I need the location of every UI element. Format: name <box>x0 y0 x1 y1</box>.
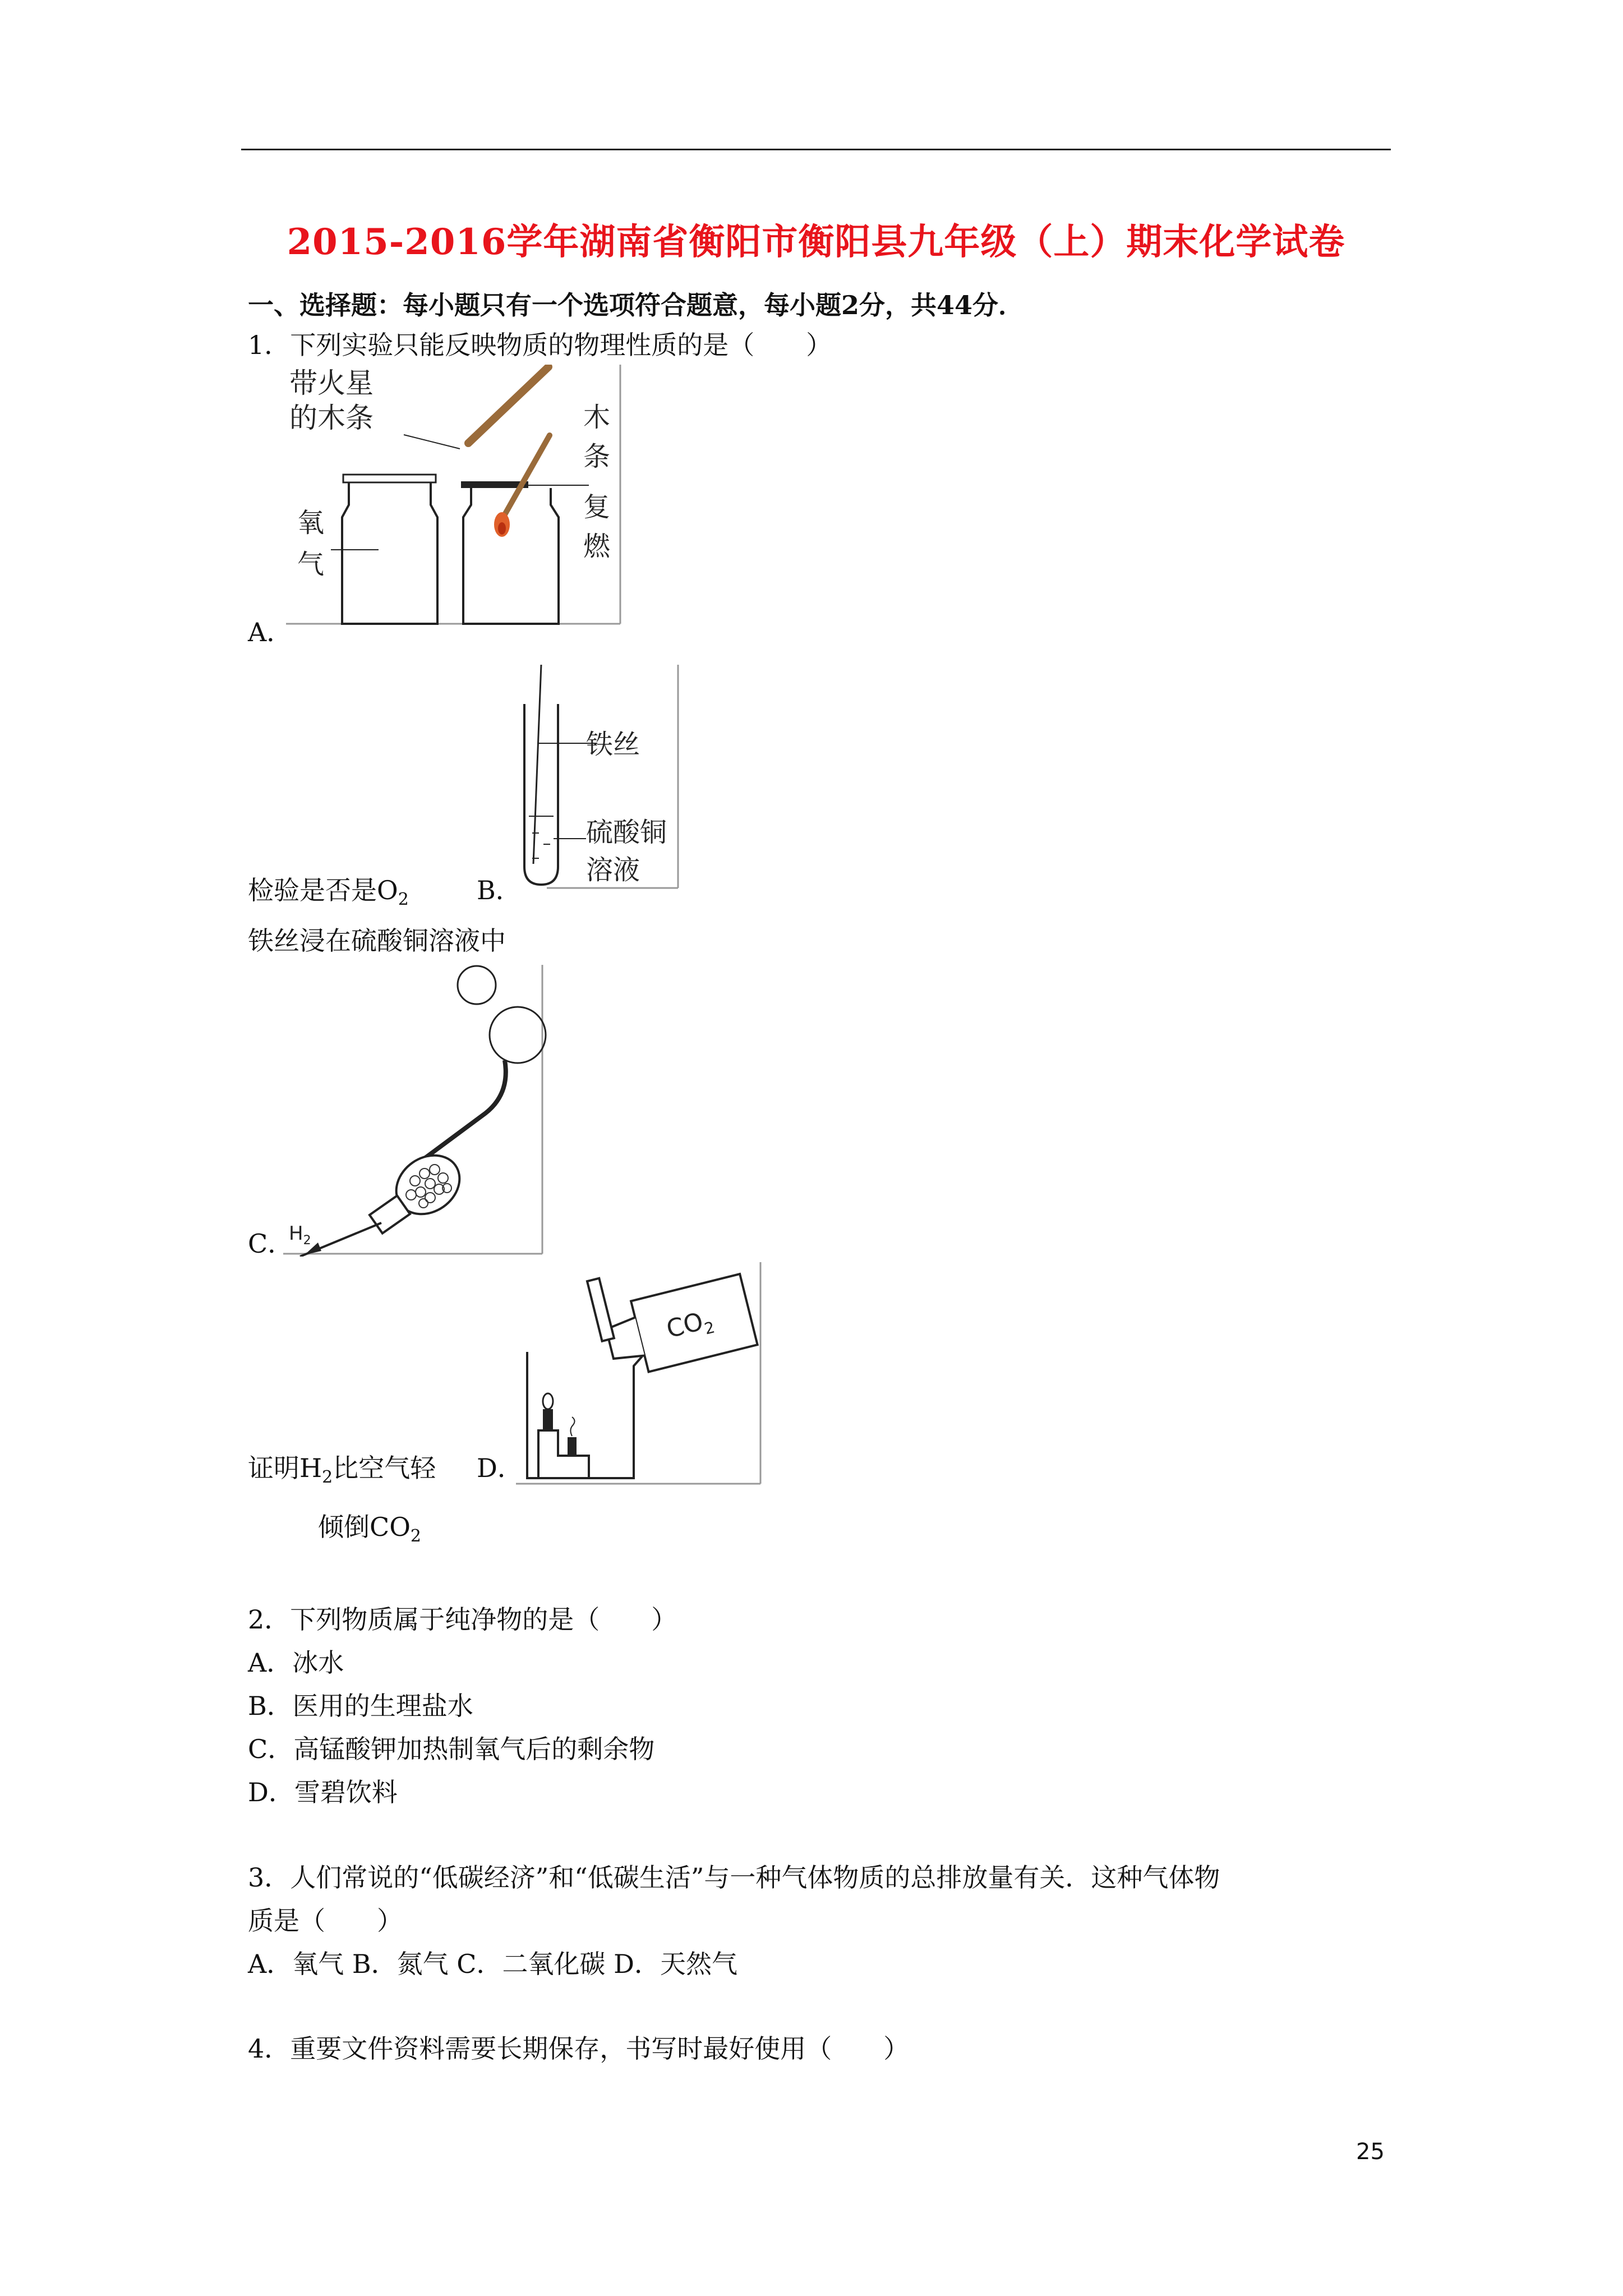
option-a-caption <box>248 875 409 910</box>
flame-core <box>498 522 506 535</box>
option-c-caption <box>248 1453 436 1488</box>
label-relight-3: 复 <box>583 491 611 523</box>
label-relight-4: 燃 <box>583 531 611 562</box>
label-oxygen-2: 气 <box>297 549 325 580</box>
question-2-stem: 2．下列物质属于纯净物的是（ ） <box>248 1604 677 1635</box>
question-1-stem: 1．下列实验只能反映物质的物理性质的是（ ） <box>248 330 832 360</box>
option-d-caption-text: 倾倒CO <box>318 1512 411 1542</box>
smoke <box>570 1417 574 1436</box>
label-copper-sulfate-2: 溶液 <box>586 854 640 886</box>
iron-wire <box>533 665 541 864</box>
page-number: 25 <box>1356 2139 1385 2165</box>
label-relight-2: 条 <box>583 441 611 472</box>
option-c-caption-text: 证明H <box>248 1453 322 1483</box>
glass-plate <box>587 1278 614 1341</box>
question-3-stem-line2: 质是（ ） <box>248 1906 403 1936</box>
delivery-tube <box>409 1060 506 1170</box>
option-b-label: B． <box>477 875 522 905</box>
stair-stand <box>538 1430 589 1478</box>
option-c-label: C． <box>248 1228 294 1259</box>
exam-title: 2015-2016学年湖南省衡阳市衡阳县九年级（上）期末化学试卷 <box>287 221 1345 263</box>
question-2-option: C．高锰酸钾加热制氧气后的剩余物 <box>248 1734 655 1764</box>
header-rule <box>241 149 1391 150</box>
label-co2: $CO_2$ <box>663 1307 717 1344</box>
section-heading: 一、选择题：每小题只有一个选项符合题意，每小题2分，共44分． <box>248 290 1025 320</box>
figure-d-pouring-co2 <box>516 1262 763 1487</box>
subscript: 2 <box>398 890 409 909</box>
figure-b-iron-wire <box>513 665 681 889</box>
candle-flame <box>543 1393 553 1409</box>
label-oxygen-1: 氧 <box>297 507 325 539</box>
label-copper-sulfate-1: 硫酸铜 <box>586 817 667 848</box>
leader-line-splint <box>404 435 460 449</box>
option-a-caption-text: 检验是否是O <box>248 875 398 905</box>
question-2-option: B．医用的生理盐水 <box>248 1691 473 1721</box>
wood-splint <box>468 367 548 443</box>
subscript: 2 <box>322 1467 333 1487</box>
subscript: 2 <box>410 1526 422 1546</box>
candle-lower <box>543 1409 553 1430</box>
figure-c-hydrogen-bubbles <box>283 965 547 1257</box>
label-h2: $H_2$ <box>289 1222 311 1248</box>
glass-plate-lid <box>343 475 436 482</box>
question-2-option: D．雪碧饮料 <box>248 1777 398 1807</box>
figure-a-oxygen-test <box>286 365 623 634</box>
test-tube <box>524 704 558 885</box>
question-2-option: A．冰水 <box>248 1648 344 1678</box>
label-glowing-1: 带火星 <box>289 367 374 399</box>
burning-splint <box>499 435 550 524</box>
soap-bubble-small <box>458 966 496 1004</box>
option-c-caption-tail: 比空气轻 <box>333 1453 436 1483</box>
gas-jar-left <box>342 482 437 624</box>
option-a-label: A． <box>248 617 293 647</box>
label-glowing-2: 的木条 <box>289 402 374 434</box>
question-3-stem-line1: 3．人们常说的“低碳经济”和“低碳生活”与一种气体物质的总排放量有关．这种气体物 <box>248 1862 1220 1893</box>
question-4-stem: 4．重要文件资料需要长期保存，书写时最好使用（ ） <box>248 2033 910 2064</box>
candle-upper <box>568 1437 577 1456</box>
co2-gas-jar <box>601 1274 758 1379</box>
option-b-caption: 铁丝浸在硫酸铜溶液中 <box>248 926 506 956</box>
option-d-caption <box>318 1512 421 1547</box>
label-relight-1: 木 <box>583 402 611 433</box>
question-3-options: A．氧气 B．氮气 C．二氧化碳 D．天然气 <box>248 1949 737 1979</box>
soap-bubble-large <box>490 1007 546 1063</box>
label-iron-wire: 铁丝 <box>586 729 640 760</box>
option-d-label: D． <box>477 1453 523 1483</box>
